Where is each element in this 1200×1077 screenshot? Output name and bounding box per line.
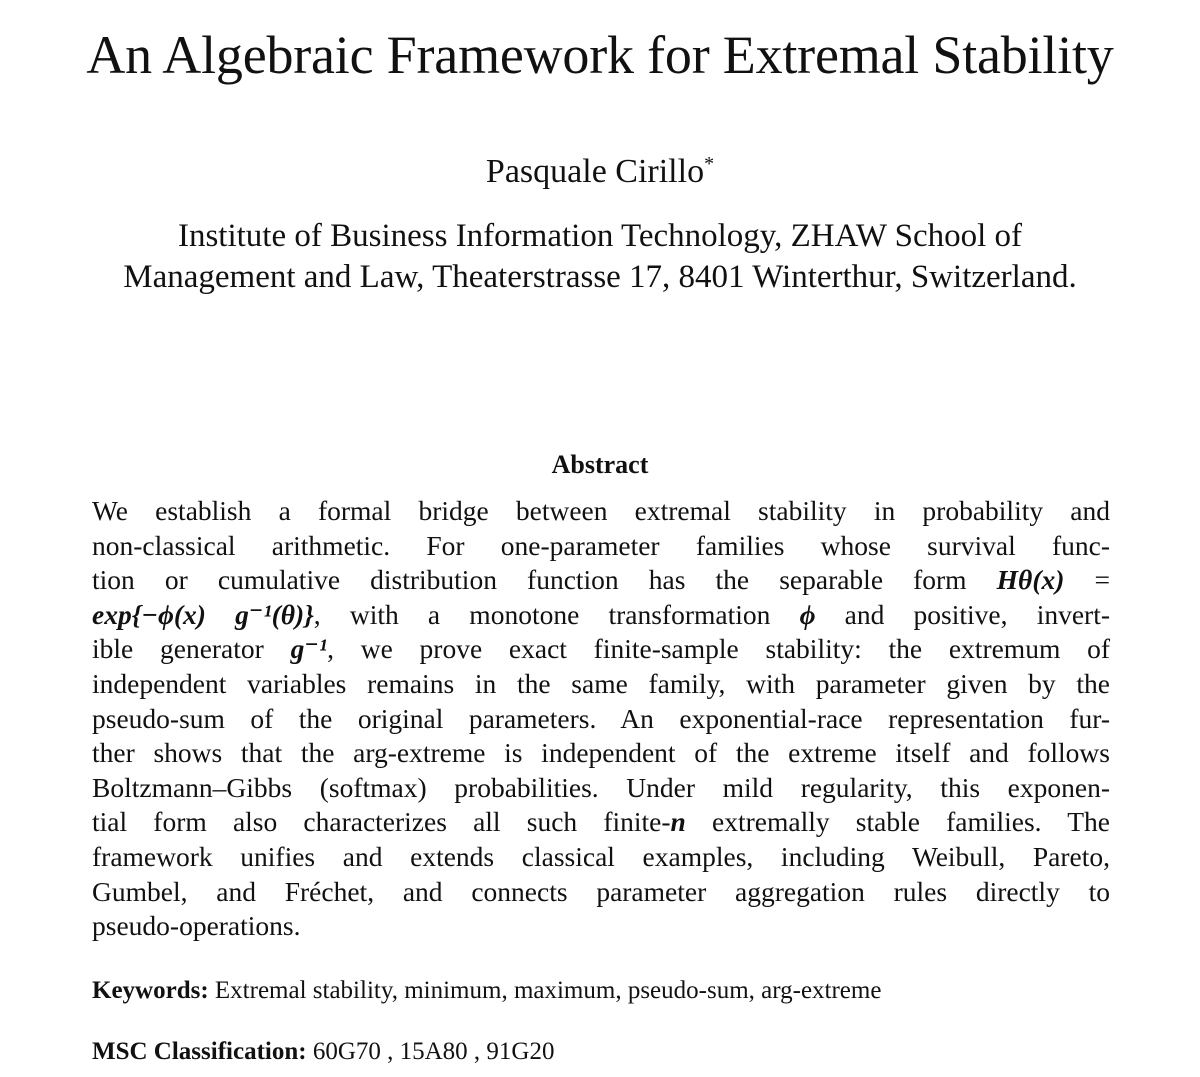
author-footnote-mark: * bbox=[704, 153, 715, 175]
abstract-body bbox=[92, 494, 1110, 944]
abstract-line bbox=[92, 563, 1110, 598]
abstract-text: ible generator bbox=[92, 633, 264, 665]
math-exp-expression: exp{−ϕ(x) g⁻¹(θ)} bbox=[92, 598, 314, 630]
affiliation-line-1: Institute of Business Information Technology, ZHAW School of bbox=[177, 218, 1023, 254]
affiliation bbox=[30, 216, 1170, 298]
math-phi: ϕ bbox=[799, 598, 816, 630]
keywords-text: Extremal stability, minimum, maximum, pseudo-sum, arg-extreme bbox=[208, 977, 882, 1004]
msc-label: MSC Classification: bbox=[92, 1038, 307, 1065]
affiliation-line-2: Management and Law, Theaterstrasse 17, 8401 Winterthur, Switzerland. bbox=[123, 259, 1077, 295]
abstract-line: ther shows that the arg-extreme is independent of the extreme itself and follows bbox=[92, 737, 1110, 769]
abstract-line: pseudo-sum of the original parameters. An exponential-race representation fur- bbox=[92, 702, 1110, 734]
abstract-line: We establish a formal bridge between extremal stability in probability and bbox=[92, 495, 1110, 526]
math-h-theta: Hθ(x) bbox=[996, 564, 1065, 596]
paper-title: An Algebraic Framework for Extremal Stability bbox=[86, 25, 1114, 85]
abstract-line bbox=[92, 598, 1110, 633]
math-n: n bbox=[670, 806, 686, 838]
abstract-text: , with a monotone transformation bbox=[313, 598, 771, 630]
keywords-label: Keywords: bbox=[92, 977, 209, 1004]
author-name-text: Pasquale Cirillo bbox=[485, 153, 705, 190]
author-name bbox=[0, 150, 1200, 194]
keywords bbox=[92, 974, 1112, 1008]
abstract-text: , we prove exact finite-sample stability: the extremum of bbox=[327, 633, 1110, 665]
abstract-line: Gumbel, and Fréchet, and connects parameter aggregation rules directly to bbox=[92, 875, 1110, 907]
abstract-line: pseudo-operations. bbox=[92, 910, 301, 942]
abstract-text: and positive, invert- bbox=[844, 598, 1110, 630]
math-g-inverse: g⁻¹ bbox=[290, 633, 328, 665]
msc-codes: 60G70 , 15A80 , 91G20 bbox=[306, 1038, 555, 1065]
abstract-line bbox=[92, 632, 1110, 667]
math-equals: = bbox=[1094, 564, 1111, 596]
abstract-heading: Abstract bbox=[551, 450, 649, 479]
abstract-text: tion or cumulative distribution function has the separable form bbox=[92, 564, 967, 596]
abstract-line: non-classical arithmetic. For one-parameter families whose survival func- bbox=[92, 529, 1110, 561]
abstract-line bbox=[92, 805, 1110, 840]
abstract-line: independent variables remains in the same family, with parameter given by the bbox=[92, 667, 1110, 699]
abstract-line: Boltzmann–Gibbs (softmax) probabilities. Under mild regularity, this exponen- bbox=[92, 771, 1110, 803]
abstract-text: tial form also characterizes all such finite- bbox=[92, 806, 671, 838]
abstract-text: extremally stable families. The bbox=[712, 806, 1110, 838]
abstract-line: framework unifies and extends classical examples, including Weibull, Pareto, bbox=[92, 840, 1110, 872]
msc-classification bbox=[92, 1035, 1112, 1069]
